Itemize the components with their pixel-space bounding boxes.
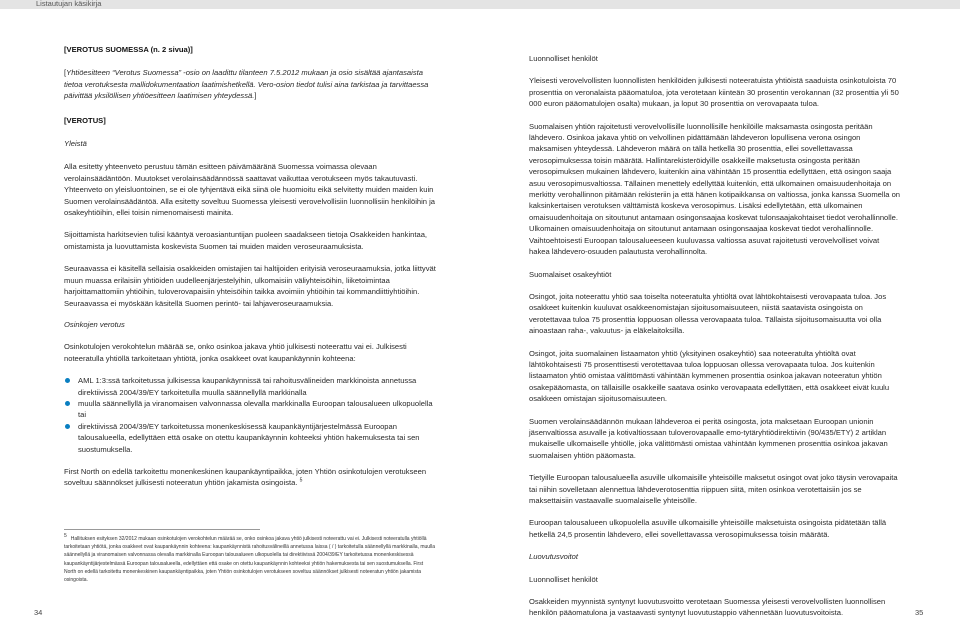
footnote-text: Hallituksen esityksen 32/2012 mukaan osinkotulojen verokohtelun määrää se, onko osinkoa jakava yhtiö julkisesti noteerattu vai ei. Julkisesti noteeratulla yhtiöllä tarkoitetaan yhtiötä, jonka osakkeet ovat kaupankäynnin kohteena: kaupankäynnistä rahoitusvälineillä annetussa laissa ( / ) tarkoitetulla säännellyllä markkinalla, muulla säännellyllä ja viranomaisen valvonnassa olevalla markkinalla Euroopan talousalueen ulkopuolella tai direktiivissä 2004/39/EY tarkoitetussa monenkeskisessä kaupankäyntijärjestelmässä Euroopan talousalueella, edellyttäen että osake on otettu kaupankäynnin kohteeksi yhtiön hakemuksesta tai sen suostumuksella. First North on edellä tarkoitettu monenkeskinen kaupankäyntipaikka, joten Yhtiön osinkotulojen verotukseen soveltuu säännökset julkisesti noteeratun yhtiön jakamista osingoista.: [64, 536, 436, 584]
bullet-item: muulla säännellyllä ja viranomaisen valvonnassa olevalla markkinalla Euroopan talousalueen ulkopuolella tai: [64, 398, 436, 421]
footnote-divider: [64, 529, 260, 530]
luonnolliset-heading-2: Luonnolliset henkilöt: [529, 574, 598, 584]
editor-note: [Yhtiöesitteen “Verotus Suomessa” -osio on laadittu tilanteen 7.5.2012 mukaan ja osio sisältää ajantasaista tietoa verotuksesta mallidokumentaation laatimishetkellä. Vero-osion tiedot tulisi aina tarkistaa ja tarvittaessa päivittää yksilöllisen yhtiöesitteen laatimisen yhteydessä.]: [64, 68, 429, 101]
right-paragraph-4: Osingot, joita suomalainen listaamaton yhtiö (yksityinen osakeyhtiö) saa noteeratulta yhtiöltä ovat lähtökohtaisesti 75 prosenttisesti verotettavaa tuloa loppuosan ollessa verovapaata tuloa. Jos kuitenkin listaamaton yhtiö omistaa välittömästi vähintään kymmenen prosenttia osinkoa jakavan noteeratun yhtiön osakepääomasta, on tällaisille osakkeille saatava osinko verovapaata edellyttäen, että osakkeet eivät kuulu osakkeen omistajan sijoitusomaisuuteen.: [529, 348, 890, 404]
paragraph-3: Seuraavassa ei käsitellä sellaisia osakkeiden omistajien tai haltijoiden erityisiä veroseuraamuksia, jotka liittyvät muun muassa erilaisiin yhtiöiden uudelleenjärjestelyihin, ulkomaisiin väliyhteisöihin, liiketoimintaa harjoittamattomiin yhtiöihin, tuloverovapaisiin yhteisöihin taikka avoimiin yhtiöihin tai kommandiittiyhtiöihin. Seuraavassa ei myöskään käsitellä Suomen perintö- tai lahjaveroseuraamuksia.: [64, 264, 436, 308]
osinkojen-heading: Osinkojen verotus: [64, 319, 125, 329]
left-column: [64, 44, 436, 489]
right-paragraph-2: Suomalaisen yhtiön rajoitetusti verovelvollisille luonnollisille henkilöille maksamasta osingosta peritään lähdevero. Osinkoa jakava yhtiö on velvollinen pidättämään lähdeveron lopullisena verona osingon maksamisen yhteydessä. Lähdeveron määrä on tällä hetkellä 30 prosenttia, ellei sovellettavassa verosopimuksessa toisin määrätä. Hallintarekisteröidyille osakkeille maksetusta osingosta peritään verosopimuksen mukainen lähdevero, kuitenkin aina vähintään 15 prosenttia edellyttäen, että osingon saaja asuu verosopimusvaltiossa. Tällainen menettely edellyttää kuitenkin, että ulkomainen omaisuudenhoitaja on merkitty verohallinnon pitämään rekisteriin ja että hänen kotipaikkansa on valtiossa, jonka kanssa Suomella on kaksinkertaisen verotuksen välttämistä koskeva verosopimus. Lisäksi edellytetään, että ulkomainen omaisuudenhoitaja on sitoutunut antamaan osingonsaajaa koskevat tulonsaajakohtaiset tiedot verohallinnolle. Ulkomainen omaisuudenhoitaja on sitoutunut antamaan osingonsaajaa koskevat tiedot verohallinnolle. Vaihtoehtoisesti Euroopan talousalueeseen kuuluvassa valtiossa asuvat rajoitetusti verovelvolliset voivat hakea lähdevero-osuuden palautusta verohallinnolta.: [529, 121, 901, 257]
right-paragraph-6: Tietyille Euroopan talousalueella asuville ulkomaisille yhteisöille maksetut osingot ovat joko täysin verovapaita tai niihin sovelletaan alennettua lähdeverotosenttia riippuen siitä, miten osinkoa verotettaisiin jos se maksettaisiin vastaavalle suomalaiselle yhteisölle.: [529, 473, 898, 505]
right-paragraph-1: Yleisesti verovelvollisten luonnollisten henkilöiden julkisesti noteeratuista yhtiöistä saaduista osinkotuloista 70 prosenttia on veronalaista pääomatuloa, jota verotetaan kiinteän 30 prosentin verokannan (32 prosenttia yli 50 000 euron pääomatulojen osalta) mukaan, ja loput 30 prosenttia on verovapaata tuloa.: [529, 76, 899, 109]
footnote-number: 5: [64, 533, 67, 540]
bullet-item: AML 1:3:ssä tarkoitetussa julkisessa kaupankäynnissä tai rahoitusvälineiden markkinoista annetussa direktiivissä 2004/39/EY tarkoitetulla muulla säännellyllä markkinalla: [64, 375, 436, 398]
right-paragraph-8: Osakkeiden myynnistä syntynyt luovutusvoitto verotetaan Suomessa yleisesti verovelvollisten luonnollisen henkilön pääomatulona ja vastaavasti syntynyt luovutustappio vähennetään luovutusvoitoista.: [529, 597, 886, 618]
verotus-heading: [VEROTUS]: [64, 115, 106, 125]
section-title: [VEROTUS SUOMESSA (n. 2 sivua)]: [64, 45, 193, 54]
luonnolliset-heading: Luonnolliset henkilöt: [529, 54, 598, 63]
right-paragraph-5: Suomen verolainsäädännön mukaan lähdeveroa ei peritä osingosta, jota maksetaan Euroopan unionin jäsenvaltiossa asuvalle ja kotivaltiossaan tuloverovapaalle emo-tytäryhtiödirektiivin (90/435/ETY) 2 artiklan mukaiselle ulkomaiselle yhtiölle, joka välittömästi omistaa vähintään kymmenen prosenttia osinkoa jakavan suomalaisen yhtiön pääomasta.: [529, 416, 888, 460]
bullet-item: direktiivissä 2004/39/EY tarkoitetussa monenkeskisessä kaupankäyntijärjestelmässä Euroopan talousalueella, edellyttäen että osake on otettu kaupankäynnin kohteeksi yhtiön hakemuksesta tai sen suostumuksella.: [64, 421, 436, 455]
right-paragraph-7: Euroopan talousalueen ulkopuolella asuville ulkomaisille yhteisöille maksetuista osingoista pidätetään tällä hetkellä 24,5 prosentin lähdevero, ellei sovellettavassa verosopimuksessa toisin määrätä.: [529, 518, 887, 539]
page-number-left: 34: [34, 608, 43, 617]
header-title: Listautujan käsikirja: [36, 0, 102, 8]
paragraph-5: First North on edellä tarkoitettu monenkeskinen kaupankäyntipaikka, joten Yhtiön osinkotulojen verotukseen soveltuu säännökset julkisesti noteeratun yhtiön jakamista osingoista. $^5$: [64, 466, 427, 488]
right-paragraph-3: Osingot, joita noteerattu yhtiö saa toiselta noteeratulta yhtiöltä ovat lähtökohtaisesti verovapaata tuloa. Jos osakkeet kuitenkin kuuluvat osakkeenomistajan sijoitusomaisuuteen, niistä saatavista osingoista on verotettavaa tuloa 75 prosenttia loppuosan ollessa verovapaata tuloa. Tällaista sijoitusomaisuutta voi olla ainoastaan raha-, vakuutus- ja eläkelaitoksilla.: [529, 291, 887, 336]
paragraph-4: Osinkotulojen verokohtelun määrää se, onko osinkoa jakava yhtiö julkisesti noteerattu vai ei. Julkisesti noteeratulla yhtiöllä tarkoitetaan yhtiötä, jonka osakkeet ovat kaupankäynnin kohteena:: [64, 342, 407, 363]
footnote-ref: 5: [299, 477, 303, 484]
osakeyhtiot-heading: Suomalaiset osakeyhtiöt: [529, 269, 612, 279]
luovutusvoitot-heading: Luovutusvoitot: [529, 552, 578, 562]
page-number-right: 35: [915, 608, 924, 617]
running-header: [0, 0, 960, 9]
paragraph-1: Alla esitetty yhteenveto perustuu tämän esitteen päivämääränä Suomessa voimassa olevaan verolainsäädäntöön. Muutokset verolainsäädännössä saattavat vaikuttaa verotukseen myös takautuvasti. Yhteenveto on yleisluontoinen, se ei ole tyhjentävä eikä siinä ole huomioitu eikä selvitetty muiden maiden kuin Suomen verolainsäädäntöä. Alla esitetty soveltuu Suomessa yleisesti verovelvollisiin luonnollisiin henkilöihin ja osakeyhtiöihin, ellei toisin nimenomaisesti mainita.: [64, 162, 436, 218]
footnote: [64, 535, 436, 584]
bullet-list: [64, 375, 436, 455]
yleista-heading: Yleistä: [64, 139, 87, 149]
right-column: [529, 53, 901, 619]
paragraph-2: Sijoittamista harkitsevien tulisi kääntyä veroasiantuntijan puoleen saadakseen tietoja Osakkeiden hankintaa, omistamista ja luovuttamista koskevista Suomen tai muiden maiden veroseuraamuksista.: [64, 230, 428, 251]
